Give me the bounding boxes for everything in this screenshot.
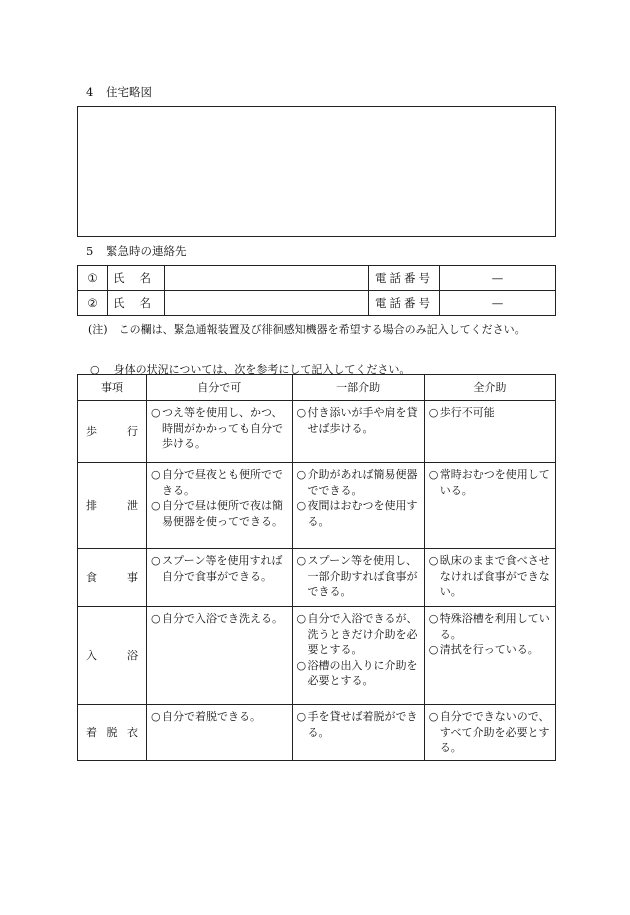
status-cell-full [424, 401, 555, 463]
status-cell-partial [292, 463, 424, 549]
tel-label: 電話番号 [369, 266, 440, 291]
contact-row [78, 266, 556, 291]
status-option-text: 夜間はおむつを使用する。 [307, 499, 418, 528]
status-option [151, 467, 289, 498]
status-option-text: 特殊浴槽を利用している。 [439, 612, 550, 641]
circle-bullet-icon: ○ [428, 643, 439, 656]
status-option [429, 553, 552, 600]
row-label-char: 事 [127, 570, 138, 584]
status-cell-self [147, 705, 293, 761]
name-field[interactable] [165, 291, 369, 316]
status-option [297, 611, 421, 658]
status-option-text: 自分で着脱できる。 [162, 710, 261, 723]
status-option [297, 553, 421, 600]
circle-bullet-icon: ○ [428, 612, 439, 625]
row-label-char: 歩 [86, 424, 97, 438]
circle-bullet-icon: ○ [151, 612, 161, 625]
row-label-char: 行 [127, 424, 138, 438]
status-option-text: 清拭を行っている。 [439, 643, 539, 656]
col-header-item: 事項 [78, 375, 147, 401]
circle-bullet-icon: ○ [428, 554, 439, 567]
status-option-text: スプーン等を使用し、一部介助すれば食事ができる。 [307, 554, 418, 598]
circle-bullet-icon: ○ [296, 406, 307, 419]
status-option [151, 709, 289, 725]
status-option [151, 553, 289, 584]
circle-bullet-icon: ○ [296, 468, 307, 481]
contact-note: (注) この欄は、緊急通報装置及び徘徊感知機器を希望する場合のみ記入してください。 [88, 323, 526, 336]
status-header-row [78, 375, 556, 401]
status-option [297, 498, 421, 529]
status-row [78, 607, 556, 705]
name-field[interactable] [165, 266, 369, 291]
status-option-text: 常時おむつを使用している。 [439, 468, 550, 497]
col-header-self: 自分で可 [147, 375, 293, 401]
col-header-partial: 一部介助 [292, 375, 424, 401]
status-option-text: 付き添いが手や肩を貸せば歩ける。 [307, 406, 418, 435]
status-row [78, 463, 556, 549]
circle-bullet-icon: ○ [151, 468, 161, 481]
status-option [297, 658, 421, 689]
section-5-heading [86, 243, 187, 259]
status-cell-self [147, 607, 293, 705]
status-option-text: 自分で昼は便所で夜は簡易便器を使ってできる。 [162, 499, 283, 528]
status-option-text: 臥床のままで食べさせなければ食事ができない。 [439, 554, 550, 598]
circle-bullet-icon: ○ [151, 499, 161, 512]
status-option-text: つえ等を使用し、かつ、時間がかかっても自分で歩ける。 [162, 406, 283, 450]
status-cell-self [147, 549, 293, 607]
status-option-text: 自分で入浴できるが、洗うときだけ介助を必要とする。 [307, 612, 418, 656]
house-map-box[interactable] [77, 106, 556, 237]
circle-bullet-icon: ○ [151, 554, 161, 567]
status-option-text: 介助があれば簡易便器でできる。 [307, 468, 418, 497]
row-label-char: 泄 [127, 498, 138, 512]
row-label-char: 着 [86, 725, 97, 739]
status-row [78, 549, 556, 607]
section-4-title: 住宅略図 [106, 85, 152, 99]
section-5-title: 緊急時の連絡先 [106, 244, 187, 258]
circle-bullet-icon: ○ [428, 406, 439, 419]
status-row-label [78, 607, 147, 705]
status-option [429, 467, 552, 498]
status-option-text: 自分で昼夜とも便所でできる。 [162, 468, 283, 497]
circle-bullet-icon: ○ [90, 363, 100, 376]
row-label-char: 脱 [106, 725, 118, 739]
status-cell-full [424, 607, 555, 705]
tel-label: 電話番号 [369, 291, 440, 316]
status-option [151, 611, 289, 627]
contact-row [78, 291, 556, 316]
status-option-text: スプーン等を使用すれば自分で食事ができる。 [162, 554, 283, 583]
status-row-label [78, 463, 147, 549]
status-option [429, 642, 552, 658]
status-cell-self [147, 401, 293, 463]
contact-number: ① [78, 266, 108, 291]
status-option [151, 498, 289, 529]
status-option-text: 手を貸せば着脱ができる。 [307, 710, 418, 739]
contact-number: ② [78, 291, 108, 316]
circle-bullet-icon: ○ [428, 468, 439, 481]
status-option [297, 405, 421, 436]
emergency-contact-table [77, 265, 556, 316]
status-option [429, 611, 552, 642]
status-option [429, 405, 552, 421]
status-cell-partial [292, 607, 424, 705]
status-option-text: 浴槽の出入りに介助を必要とする。 [307, 658, 418, 687]
circle-bullet-icon: ○ [428, 710, 439, 723]
status-row-label [78, 401, 147, 463]
status-cell-self [147, 463, 293, 549]
status-option [151, 405, 289, 452]
row-label-char: 排 [86, 498, 97, 512]
circle-bullet-icon: ○ [296, 499, 307, 512]
section-5-number: 5 [86, 244, 94, 258]
tel-field[interactable]: — [440, 266, 556, 291]
status-option-text: 歩行不可能 [439, 406, 495, 419]
status-row-label [78, 705, 147, 761]
circle-bullet-icon: ○ [151, 406, 161, 419]
tel-field[interactable]: — [440, 291, 556, 316]
status-option-text: 自分で入浴でき洗える。 [162, 612, 283, 625]
status-row [78, 705, 556, 761]
status-option [297, 709, 421, 740]
status-option [297, 467, 421, 498]
physical-status-table [77, 374, 556, 761]
row-label-char: 衣 [127, 725, 138, 739]
status-cell-partial [292, 401, 424, 463]
row-label-char: 食 [86, 570, 97, 584]
circle-bullet-icon: ○ [151, 710, 161, 723]
status-cell-partial [292, 705, 424, 761]
circle-bullet-icon: ○ [296, 658, 307, 672]
col-header-full: 全介助 [424, 375, 555, 401]
circle-bullet-icon: ○ [296, 710, 307, 723]
circle-bullet-icon: ○ [296, 612, 307, 625]
circle-bullet-icon: ○ [296, 554, 307, 567]
status-cell-full [424, 549, 555, 607]
status-cell-full [424, 705, 555, 761]
status-option-text: 自分でできないので、すべて介助を必要とする。 [439, 710, 550, 754]
section-4-heading [86, 84, 152, 100]
status-cell-partial [292, 549, 424, 607]
status-option [429, 709, 552, 756]
status-row-label [78, 549, 147, 607]
name-label: 氏 名 [108, 291, 165, 316]
section-4-number: 4 [86, 85, 94, 99]
status-cell-full [424, 463, 555, 549]
row-label-char: 入 [86, 648, 97, 662]
row-label-char: 浴 [127, 648, 138, 662]
status-row [78, 401, 556, 463]
name-label: 氏 名 [108, 266, 165, 291]
status-intro-text: 身体の状況については、次を参考にして記入してください。 [113, 363, 411, 376]
